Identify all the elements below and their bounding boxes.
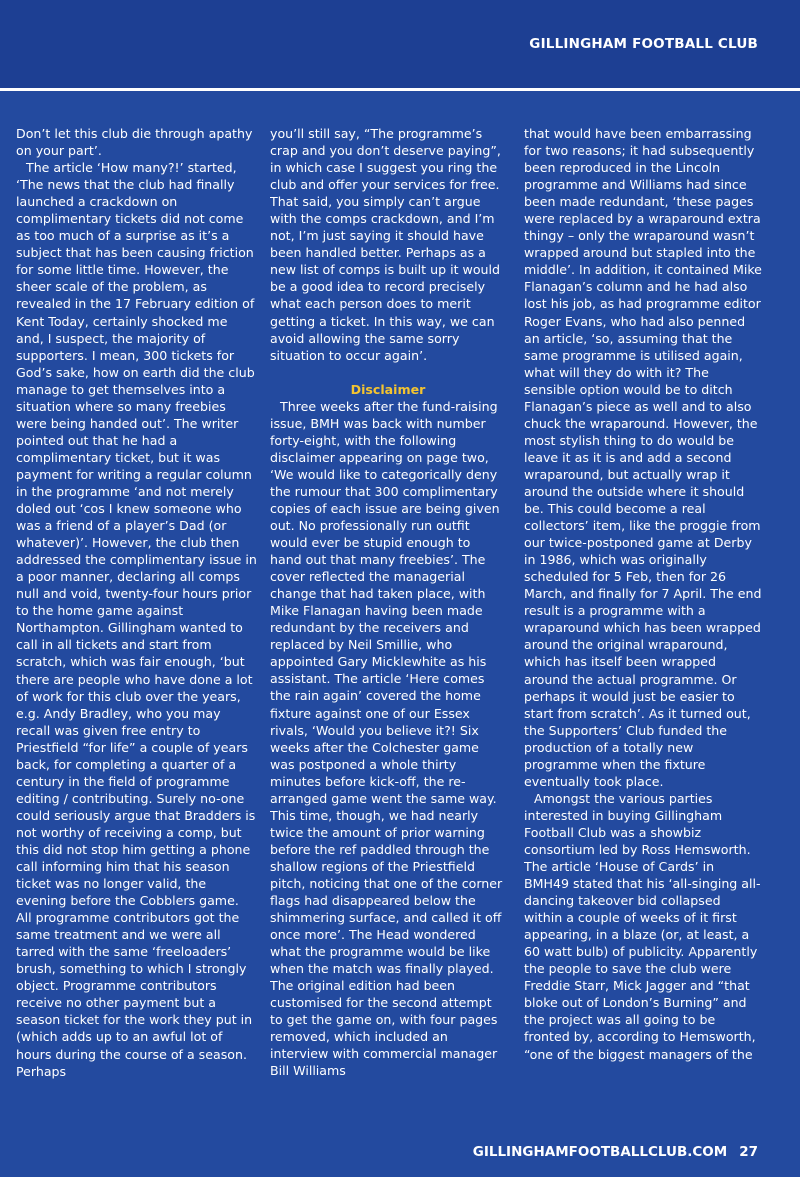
- paragraph: The article ‘How many?!’ started, ‘The news that the club had finally launched a crackdown on complimentary tickets did not come as too much of a surprise as it’s a subject that has been causing friction for some little time. However, the sheer scale of the problem, as revealed in the 17 February edition of Kent Today, certainly shocked me and, I suspect, the majority of supporters. I mean, 300 tickets for God’s sake, how on earth did the club manage to get themselves into a situation where so many freebies were being handed out’. The writer pointed out that he had a complimentary ticket, but it was payment for writing a regular column in the programme ‘and not merely doled out ‘cos I knew someone who was a friend of a player’s Dad (or whatever)’. However, the club then addressed the complimentary issue in a poor manner, declaring all comps null and void, twenty-four hours prior to the home game against Northampton. Gillingham wanted to call in all tickets and start from scratch, which was fair enough, ‘but there are people who have done a lot of work for this club over the years, e.g. Andy Bradley, who you may recall was given free entry to Priestfield “for life” a couple of years back, for completing a quarter of a century in the field of programme editing / contributing. Surely no-one could seriously argue that Bradders is not worthy of receiving a comp, but this did not stop him getting a phone call informing him that his season ticket was no longer valid, the evening before the Cobblers game. All programme contributors got the same treatment and we were all tarred with the same ‘freeloaders’ brush, something to which I strongly object. Programme contributors receive no other payment but a season ticket for the work they put in (which adds up to an awful lot of hours during the course of a season. Perhaps: [16, 160, 257, 1079]
- header-divider: [0, 88, 800, 91]
- article-column-3: [524, 125, 762, 1110]
- paragraph: Don’t let this club die through apathy on your part’.: [16, 126, 253, 159]
- paragraph: Amongst the various parties interested in buying Gillingham Football Club was a showbiz consortium led by Ross Hemsworth. The article ‘House of Cards’ in BMH49 stated that his ‘all-singing all-dancing takeover bid collapsed within a couple of weeks of it first appearing, in a blaze (or, at least, a 60 watt bulb) of publicity. Apparently the people to save the club were Freddie Starr, Mick Jagger and “that bloke out of London’s Burning” and the project was all going to be fronted by, according to Hemsworth, “one of the biggest managers of the: [524, 790, 761, 1062]
- header-band: [0, 0, 800, 88]
- section-subhead-disclaimer: Disclaimer: [350, 381, 426, 397]
- paragraph: you’ll still say, “The programme’s crap and you don’t deserve paying”, in which case I suggest you ring the club and offer your services for free. That said, you simply can’t argue with the comps crackdown, and I’m not, I’m just saying it should have been handled better. Perhaps as a new list of comps is built up it would be a good idea to record precisely what each person does to merit getting a ticket. In this way, we can avoid allowing the same sorry situation to occur again’.: [270, 126, 501, 363]
- paragraph: Three weeks after the fund-raising issue, BMH was back with number forty-eight, with the following disclaimer appearing on page two, ‘We would like to categorically deny the rumour that 300 complimentary copies of each issue are being given out. No professionally run outfit would ever be stupid enough to hand out that many freebies’. The cover reflected the managerial change that had taken place, with Mike Flanagan having been made redundant by the receivers and replaced by Neil Smillie, who appointed Gary Micklewhite as his assistant. The article ‘Here comes the rain again’ covered the home fixture against one of our Essex rivals, ‘Would you believe it?! Six weeks after the Colchester game was postponed a whole thirty minutes before kick-off, the re-arranged game went the same way. This time, though, we had nearly twice the amount of prior warning before the ref paddled through the shallow regions of the Priestfield pitch, noticing that one of the corner flags had disappeared below the shimmering surface, and called it off once more’. The Head wondered what the programme would be like when the match was finally played. The original edition had been customised for the second attempt to get the game on, with four pages removed, which included an interview with commercial manager Bill Williams: [270, 398, 503, 1079]
- page-number: 27: [739, 1144, 758, 1160]
- footer-website: GILLINGHAMFOOTBALLCLUB.COM: [472, 1144, 728, 1160]
- article-column-1: [16, 125, 258, 1110]
- page-footer: [473, 1144, 758, 1160]
- article-column-2: [270, 125, 506, 1110]
- header-title: GILLINGHAM FOOTBALL CLUB: [529, 36, 758, 52]
- paragraph: that would have been embarrassing for two reasons; it had subsequently been reproduced in the Lincoln programme and Williams had since been made redundant, ‘these pages were replaced by a wraparound extra thingy – only the wraparound wasn’t wrapped around but stapled into the middle’. In addition, it contained Mike Flanagan’s column and he had also lost his job, as had programme editor Roger Evans, who had also penned an article, ‘so, assuming that the same programme is utilised again, what will they do with it? The sensible option would be to ditch Flanagan’s piece as well and to also chuck the wraparound. However, the most stylish thing to do would be leave it as it is and add a second wraparound, but actually wrap it around the outside where it should be. This could become a real collectors’ item, like the proggie from our twice-postponed game at Derby in 1986, which was originally scheduled for 5 Feb, then for 26 March, and finally for 7 April. The end result is a programme with a wraparound which has been wrapped around the original wraparound, which has itself been wrapped around the actual programme. Or perhaps it would just be easier to start from scratch’. As it turned out, the Supporters’ Club funded the production of a totally new programme when the fixture eventually took place.: [524, 126, 762, 789]
